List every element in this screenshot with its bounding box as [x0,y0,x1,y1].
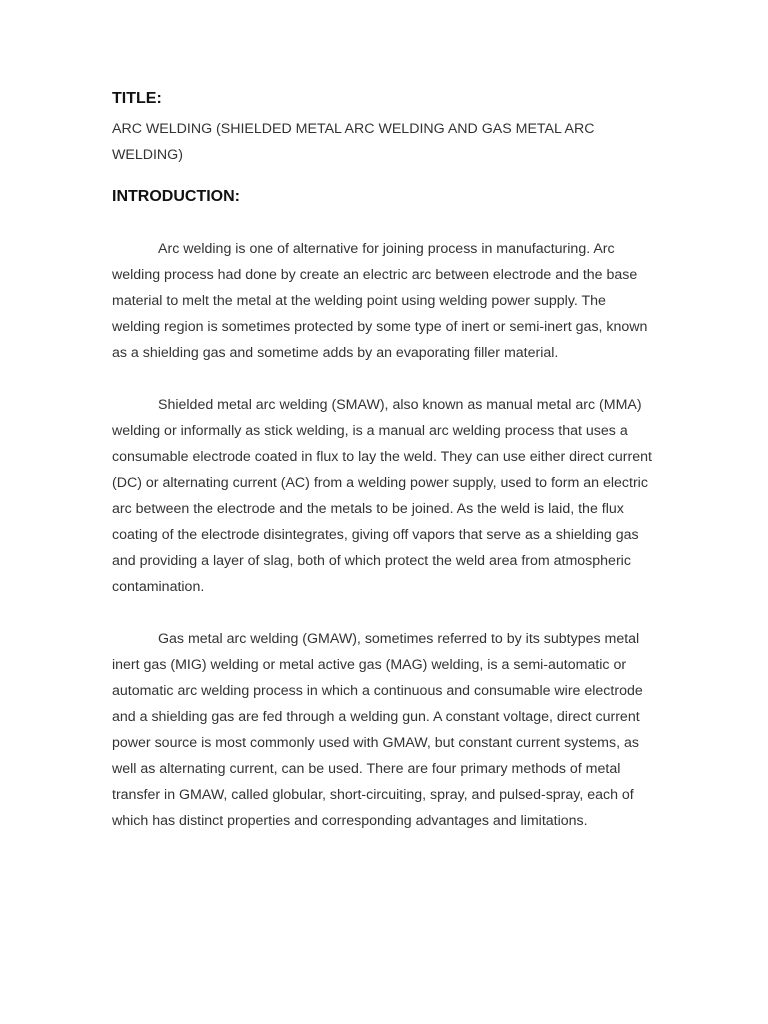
paragraph-arc-welding: Arc welding is one of alternative for joining process in manufacturing. Arc welding process had done by create an electric arc between electrode and the base material to melt the metal at the welding point using welding power supply. The welding region is sometimes protected by some type of inert or semi-inert gas, known as a shielding gas and sometime adds by an evaporating filler material. [112,241,648,361]
title-heading: TITLE: [112,90,162,107]
title-text: ARC WELDING (SHIELDED METAL ARC WELDING AND GAS METAL ARC WELDING) [112,121,595,163]
paragraph-smaw: Shielded metal arc welding (SMAW), also known as manual metal arc (MMA) welding or informally as stick welding, is a manual arc welding process that uses a consumable electrode coated in flux to lay the weld. They can use either direct current (DC) or alternating current (AC) from a welding power supply, used to form an electric arc between the electrode and the metals to be joined. As the weld is laid, the flux coating of the electrode disintegrates, giving off vapors that serve as a shielding gas and providing a layer of slag, both of which protect the weld area from atmospheric contamination. [112,397,652,595]
paragraph-gmaw: Gas metal arc welding (GMAW), sometimes referred to by its subtypes metal inert gas (MIG) welding or metal active gas (MAG) welding, is a semi-automatic or automatic arc welding process in which a continuous and consumable wire electrode and a shielding gas are fed through a welding gun. A constant voltage, direct current power source is most commonly used with GMAW, but constant current systems, as well as alternating current, can be used. There are four primary methods of metal transfer in GMAW, called globular, short-circuiting, spray, and pulsed-spray, each of which has distinct properties and corresponding advantages and limitations. [112,631,643,829]
document-body [112,88,654,834]
introduction-heading: INTRODUCTION: [112,188,240,205]
